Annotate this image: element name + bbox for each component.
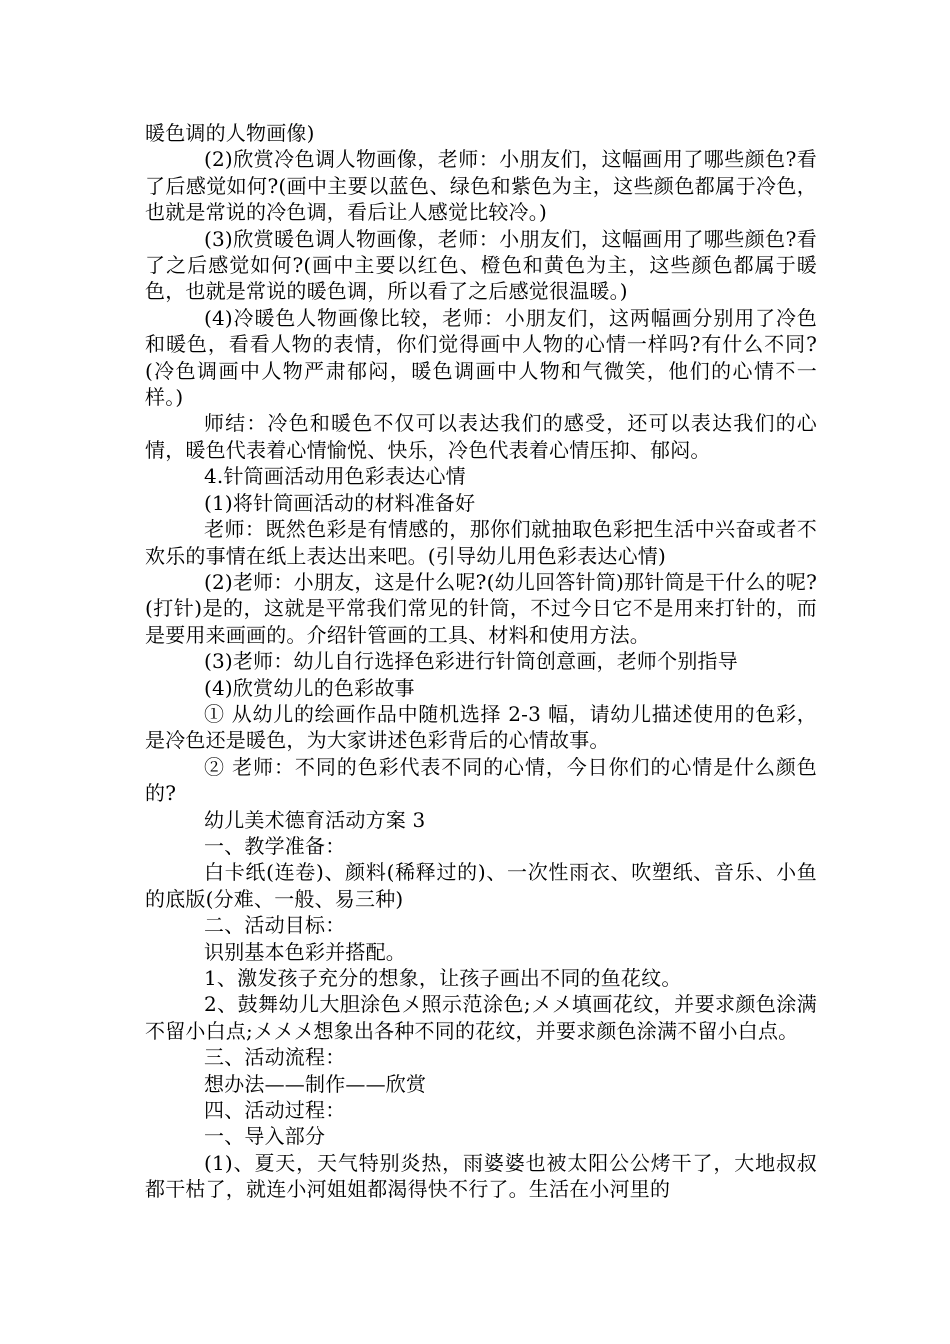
section-heading: 四、活动过程： <box>204 1098 346 1123</box>
paragraph: (1)将针筒画活动的材料准备好 <box>204 490 476 515</box>
paragraph: 师结：冷色和暖色不仅可以表达我们的感受，还可以表达我们的心情，暖色代表着心情愉悦、快乐，冷色代表着心情压抑、郁闷。 <box>145 411 817 462</box>
paragraph: 识别基本色彩并搭配。 <box>204 939 406 964</box>
paragraph: (4)欣赏幼儿的色彩故事 <box>204 675 415 700</box>
section-heading: 三、活动流程： <box>204 1045 346 1070</box>
section-heading: 一、教学准备： <box>204 833 346 858</box>
paragraph: 1、激发孩子充分的想象，让孩子画出不同的鱼花纹。 <box>204 966 682 990</box>
paragraph: (4)冷暖色人物画像比较，老师：小朋友们，这两幅画分别用了冷色和暖色，看看人物的表情，你们觉得画中人物的心情一样吗?有什么不同?(冷色调画中人物严肃郁闷，暖色调画中人物和气微笑，他们的心情不一样。) <box>145 305 817 410</box>
paragraph: ② 老师：不同的色彩代表不同的心情，今日你们的心情是什么颜色的? <box>145 754 817 806</box>
section-heading: 一、导入部分 <box>204 1124 326 1149</box>
paragraph: (1)、夏天，天气特别炎热，雨婆婆也被太阳公公烤干了，大地叔叔都干枯了，就连小河姐姐都渴得快不行了。生活在小河里的 <box>145 1150 817 1202</box>
paragraph: ① 从幼儿的绘画作品中随机选择 2-3 幅，请幼儿描述使用的色彩，是冷色还是暖色，为大家讲述色彩背后的心情故事。 <box>145 701 817 753</box>
section-heading: 二、活动目标： <box>204 913 346 938</box>
paragraph: (2)欣赏冷色调人物画像，老师：小朋友们，这幅画用了哪些颜色?看了后感觉如何?(画中主要以蓝色、绿色和紫色为主，这些颜色都属于冷色，也就是常说的冷色调，看后让人感觉比较冷。) <box>145 147 817 225</box>
paragraph: 想办法——制作——欣赏 <box>204 1071 427 1096</box>
paragraph: 暖色调的人物画像) <box>145 121 315 145</box>
document-body <box>145 120 817 1203</box>
paragraph: (3)欣赏暖色调人物画像，老师：小朋友们，这幅画用了哪些颜色?看了之后感觉如何?(画中主要以红色、橙色和黄色为主，这些颜色都属于暖色，也就是常说的暖色调，所以看了之后感觉很温暖。) <box>145 226 817 304</box>
paragraph: 老师：既然色彩是有情感的，那你们就抽取色彩把生活中兴奋或者不欢乐的事情在纸上表达出来吧。(引导幼儿用色彩表达心情) <box>145 517 817 568</box>
paragraph: 白卡纸(连卷)、颜料(稀释过的)、一次性雨衣、吹塑纸、音乐、小鱼的底版(分难、一般、易三种) <box>145 860 817 911</box>
section-heading: 幼儿美术德育活动方案 3 <box>204 807 426 832</box>
paragraph: (2)老师：小朋友，这是什么呢?(幼儿回答针筒)那针筒是干什么的呢?(打针)是的，这就是平常我们常见的针筒，不过今日它不是用来打针的，而是要用来画画的。介绍针管画的工具、材料和使用方法。 <box>145 569 817 647</box>
section-heading: 4.针筒画活动用色彩表达心情 <box>204 464 466 489</box>
paragraph: (3)老师：幼儿自行选择色彩进行针筒创意画，老师个别指导 <box>204 649 738 674</box>
paragraph: 2、鼓舞幼儿大胆涂色〤照示范涂色;〤〤填画花纹，并要求颜色涂满不留小白点;〤〤〤想象出各种不同的花纹，并要求颜色涂满不留小白点。 <box>145 992 817 1043</box>
